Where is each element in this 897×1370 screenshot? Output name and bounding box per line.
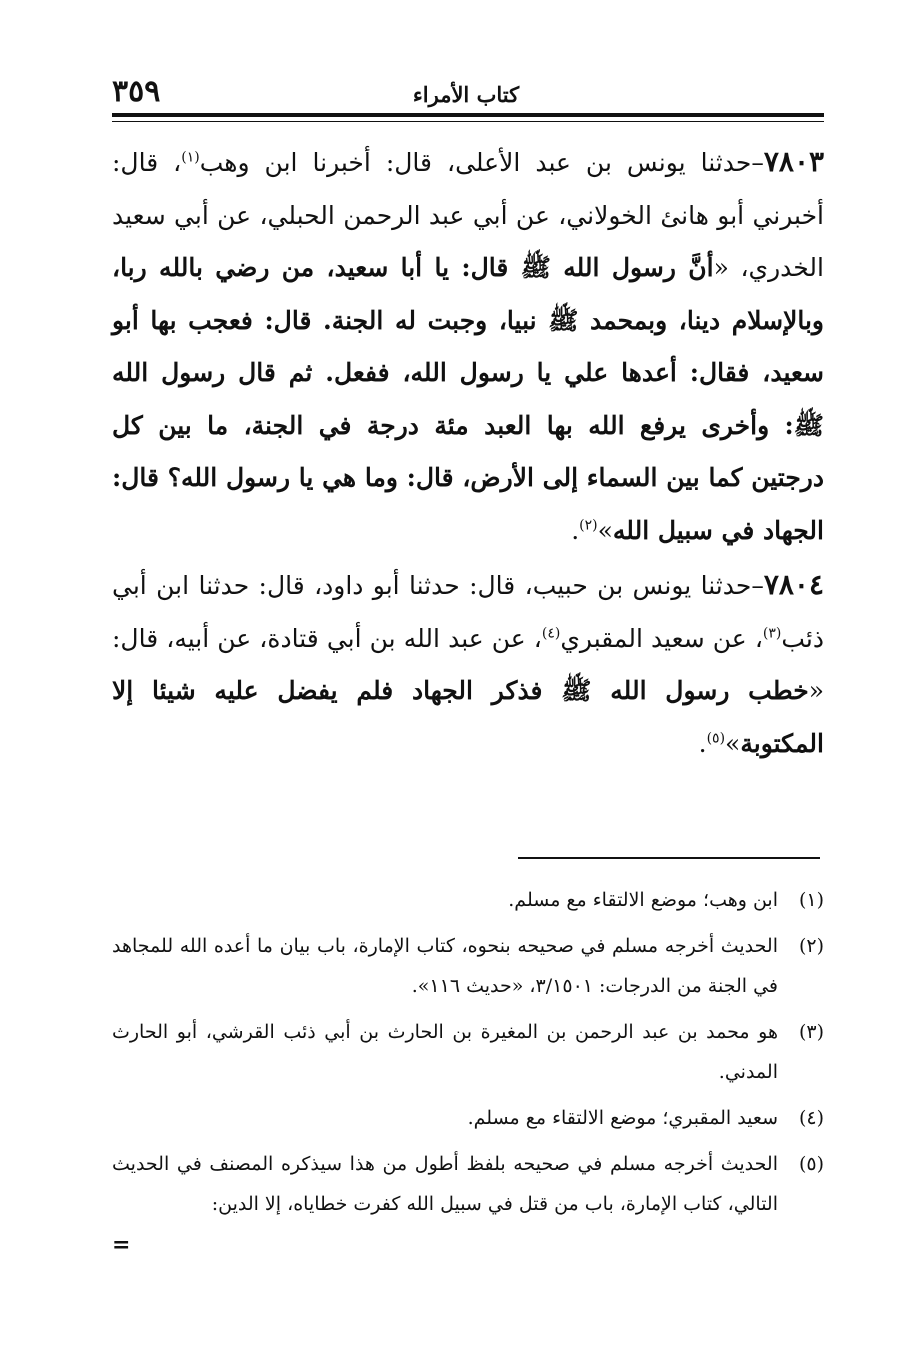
- isnad-text: ، عن سعيد المقبري: [560, 623, 763, 653]
- close-quote: »: [597, 515, 613, 545]
- end-mark: .: [698, 728, 707, 758]
- end-mark: .: [571, 515, 580, 545]
- page-number: ٣٥٩: [112, 74, 161, 109]
- isnad-text: –حدثنا يونس بن عبد الأعلى، قال: أخبرنا ابن وهب: [199, 148, 764, 177]
- isnad-text: ، قال: أخبرني أبو هانئ الخولاني، عن أبي عبد الرحمن الحبلي، عن أبي سعيد الخدري،: [112, 148, 824, 282]
- footnote-text: ابن وهب؛ موضع الالتقاء مع مسلم.: [508, 889, 778, 911]
- footnote-ref-1[interactable]: (١): [181, 149, 200, 166]
- main-text: [112, 136, 824, 770]
- close-quote: »: [725, 728, 741, 758]
- hadith-7804: [112, 559, 824, 770]
- continuation-mark: =: [112, 1232, 131, 1258]
- footnote-number: (٣): [798, 1021, 824, 1043]
- hadith-7803: [112, 136, 824, 557]
- hadith-number: ٧٨٠٤: [763, 568, 824, 601]
- footnote-text: الحديث أخرجه مسلم في صحيحه بلفظ أطول من هذا سيذكره المصنف في الحديث التالي، كتاب الإمارة، باب من قتل في سبيل الله كفرت خطاياه، إلا الدين:: [112, 1153, 778, 1215]
- header-rule-thin: [112, 121, 824, 122]
- footnote-4: [112, 1098, 824, 1138]
- hadith-number: ٧٨٠٣: [763, 145, 825, 178]
- matn-text: خطب رسول الله ﷺ فذكر الجهاد فلم يفضل عليه شيئا إلا المكتوبة: [112, 676, 824, 758]
- footnote-2: [112, 926, 824, 1006]
- isnad-text: ، عن عبد الله بن أبي قتادة، عن أبيه، قال:: [112, 623, 542, 653]
- footnote-ref-3[interactable]: (٣): [762, 625, 782, 642]
- footnote-number: (٤): [798, 1107, 824, 1129]
- footnote-separator: [518, 857, 820, 859]
- footnote-number: (١): [798, 889, 824, 911]
- header-title: كتاب الأمراء: [412, 82, 520, 107]
- open-quote: «: [808, 676, 824, 705]
- header-rule-thick: [112, 113, 824, 117]
- footnote-number: (٥): [798, 1153, 824, 1175]
- open-quote: «: [713, 253, 729, 282]
- footnote-3: [112, 1012, 824, 1092]
- footnote-ref-5[interactable]: (٥): [706, 730, 726, 747]
- footnote-5: [112, 1144, 824, 1224]
- footnote-text: هو محمد بن عبد الرحمن بن المغيرة بن الحارث بن أبي ذئب القرشي، أبو الحارث المدني.: [112, 1021, 778, 1083]
- matn-text: أنَّ رسول الله ﷺ قال: يا أبا سعيد، من رضي بالله ربا، وبالإسلام دينا، وبمحمد ﷺ نبيا، وجبت له الجنة. قال: فعجب بها أبو سعيد، فقال: أعدها علي يا رسول الله، ففعل. ثم قال رسول الله ﷺ: وأخرى يرفع الله بها العبد مئة درجة في الجنة، ما بين كل درجتين كما بين السماء إلى الأرض، قال: وما هي يا رسول الله؟ قال: الجهاد في سبيل الله: [112, 253, 824, 545]
- footnote-text: الحديث أخرجه مسلم في صحيحه بنحوه، كتاب الإمارة، باب بيان ما أعده الله للمجاهد في الجنة من الدرجات: ٣/١٥٠١، «حديث ١١٦».: [112, 935, 778, 997]
- footnotes: [112, 880, 824, 1224]
- isnad-text: –حدثنا يونس بن حبيب، قال: حدثنا أبو داود، قال: حدثنا ابن أبي ذئب: [112, 571, 824, 653]
- running-header: [112, 72, 820, 116]
- footnote-text: سعيد المقبري؛ موضع الالتقاء مع مسلم.: [467, 1107, 778, 1129]
- footnote-ref-4[interactable]: (٤): [541, 625, 561, 642]
- footnote-number: (٢): [798, 935, 824, 957]
- footnote-1: [112, 880, 824, 920]
- footnote-ref-2[interactable]: (٢): [579, 517, 598, 534]
